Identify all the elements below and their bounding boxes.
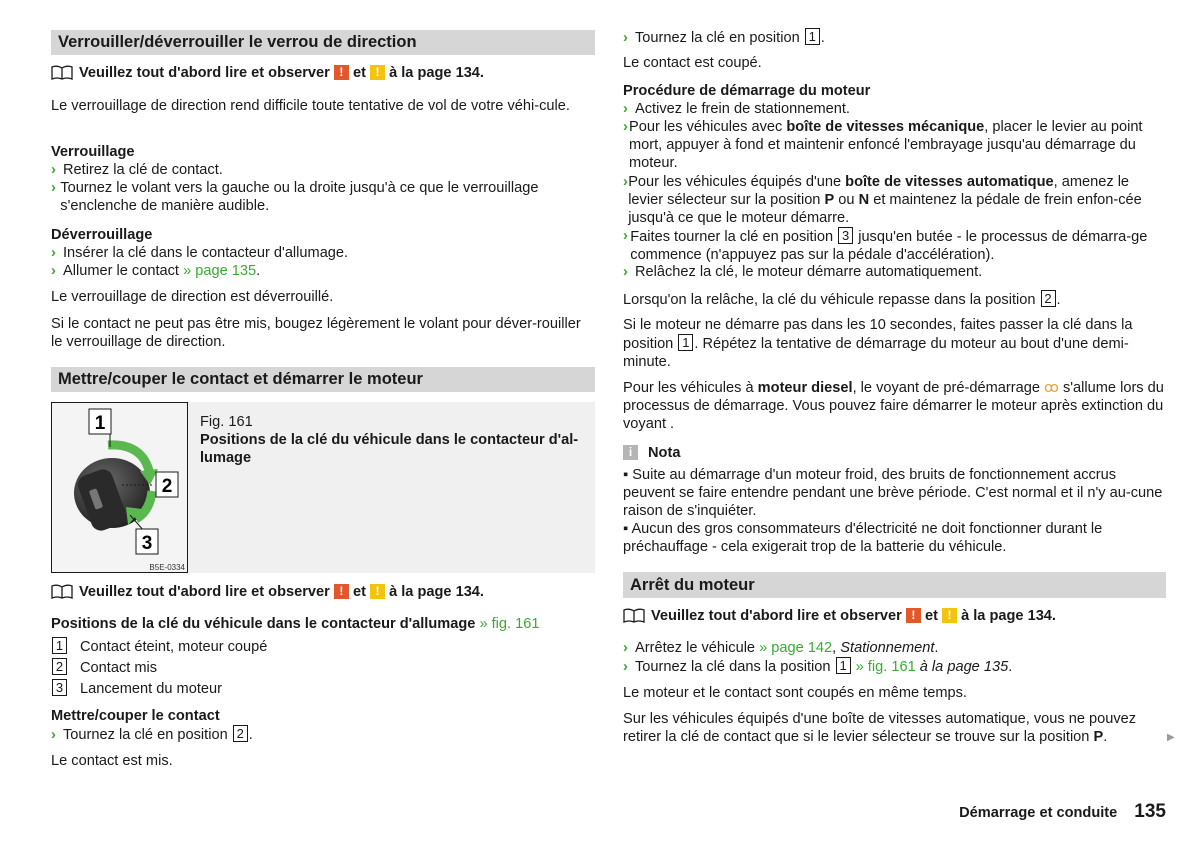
figure-link[interactable]: » fig. 161 — [479, 616, 540, 632]
callout-1: 1 — [94, 413, 106, 434]
key-position-badge: 3 — [838, 227, 853, 244]
intro-paragraph: Le verrouillage de direction rend difficile toute tentative de vol de votre véhi-cule. — [51, 98, 570, 114]
onoff-step: › Tournez la clé en position 2 . — [51, 726, 253, 743]
book-icon — [623, 608, 645, 628]
lock-step: › Retirez la clé de contact. — [51, 162, 223, 178]
key-position-badge: 3 — [52, 679, 67, 696]
key-position-badge: 2 — [1041, 290, 1056, 307]
key-position-badge: 1 — [678, 334, 693, 351]
arrow-icon: › — [623, 264, 628, 280]
arrow-icon: › — [623, 228, 628, 244]
continue-arrow-icon: ▶ — [1167, 732, 1175, 743]
section-title-engine-stop: Arrêt du moteur — [623, 572, 1166, 598]
safety-note: Veuillez tout d'abord lire et observer ! et ! à la page 134. — [623, 607, 1166, 628]
page-number: 135 — [1134, 801, 1166, 822]
position-item: 1 Contact éteint, moteur coupé — [51, 637, 595, 656]
warning-red-icon: ! — [334, 65, 349, 80]
page-link[interactable]: » page 142 — [759, 640, 833, 656]
key-position-badge: 1 — [836, 657, 851, 674]
arrow-icon: › — [623, 101, 628, 117]
warning-yellow-icon: ! — [370, 584, 385, 599]
key-position-badge: 1 — [52, 637, 67, 654]
arrow-icon: › — [623, 640, 628, 656]
arrow-icon: › — [623, 174, 628, 190]
unlock-heading: Déverrouillage — [51, 227, 153, 243]
section-title-ignition: Mettre/couper le contact et démarrer le moteur — [51, 367, 595, 392]
key-position-badge: 1 — [805, 28, 820, 45]
arrow-icon: › — [623, 119, 628, 135]
callout-2: 2 — [161, 476, 173, 497]
page-footer — [959, 803, 1166, 822]
book-icon — [51, 65, 73, 85]
stop-step: › Arrêtez le véhicule » page 142, Stationnement. — [623, 640, 939, 656]
onoff-heading: Mettre/couper le contact — [51, 708, 220, 724]
onoff-result: Le contact est mis. — [51, 753, 173, 769]
nota-item: ▪ Suite au démarrage d'un moteur froid, des bruits de fonctionnement accrus peuvent se faire entendre pendant une brève période. C'est normal et il n'y au-cune raison de s'inquiéter. — [623, 467, 1163, 520]
warning-red-icon: ! — [906, 608, 921, 623]
figure-label: Fig. 161 — [200, 414, 253, 430]
release-paragraph: Lorsqu'on la relâche, la clé du véhicule repasse dans la position 2 . — [623, 291, 1061, 308]
page-link[interactable]: » page 135 — [183, 263, 257, 279]
nota-header: i Nota — [623, 444, 1166, 462]
unlock-step: › Allumer le contact » page 135. — [51, 263, 261, 279]
diesel-paragraph: Pour les véhicules à moteur diesel, le voyant de pré-démarrage ꝏ s'allume lors du processus de démarrage. Vous pouvez faire démarrer le moteur après extinction du voyant . — [623, 380, 1164, 433]
position-item: 3 Lancement du moteur — [51, 679, 595, 698]
turnoff-step: › Tournez la clé en position 1 . — [623, 29, 825, 46]
arrow-icon: › — [51, 180, 56, 196]
unlock-hint: Si le contact ne peut pas être mis, bougez légèrement le volant pour déver-rouiller le verrouillage de direction. — [51, 316, 581, 351]
ignition-key-illustration — [51, 402, 188, 573]
stop-result: Le moteur et le contact sont coupés en même temps. — [623, 685, 967, 701]
start-step: › Activez le frein de stationnement. — [623, 101, 850, 117]
warning-yellow-icon: ! — [370, 65, 385, 80]
figure-link[interactable]: » fig. 161 — [855, 659, 916, 675]
stop-step: › Tournez la clé dans la position 1 » fig. 161 à la page 135. — [623, 658, 1013, 675]
start-step: › Pour les véhicules équipés d'une boîte de vitesses automatique, amenez le levier sélecteur sur la position P ou N et maintenez la pédale de frein enfon-cée jusqu'à ce que le moteur démarre. — [623, 174, 1142, 227]
key-position-badge: 2 — [233, 725, 248, 742]
figure-caption — [200, 413, 588, 468]
arrow-icon: › — [623, 659, 628, 675]
lock-heading: Verrouillage — [51, 144, 135, 160]
safety-note: Veuillez tout d'abord lire et observer ! et ! à la page 134. — [51, 583, 595, 604]
figure-161 — [51, 402, 595, 573]
key-position-badge: 2 — [52, 658, 67, 675]
position-item: 2 Contact mis — [51, 658, 595, 677]
figure-caption-text: Positions de la clé du véhicule dans le contacteur d'al-lumage — [200, 432, 579, 467]
callout-3: 3 — [141, 533, 153, 554]
unlock-result: Le verrouillage de direction est déverrouillé. — [51, 289, 334, 305]
arrow-icon: › — [51, 263, 56, 279]
footer-section-name: Démarrage et conduite — [959, 805, 1118, 821]
start-heading: Procédure de démarrage du moteur — [623, 83, 871, 99]
warning-red-icon: ! — [334, 584, 349, 599]
positions-heading: Positions de la clé du véhicule dans le contacteur d'allumage » fig. 161 — [51, 616, 540, 632]
info-icon: i — [623, 445, 638, 460]
retry-paragraph: Si le moteur ne démarre pas dans les 10 secondes, faites passer la clé dans la position 1 . Répétez la tentative de démarrage du moteur au bout d'une demi-minute. — [623, 317, 1133, 371]
section-title-steering-lock: Verrouiller/déverrouiller le verrou de direction — [51, 30, 595, 55]
warning-yellow-icon: ! — [942, 608, 957, 623]
arrow-icon: › — [51, 727, 56, 743]
nota-item: ▪ Aucun des gros consommateurs d'électricité ne doit fonctionner durant le préchauffage - cela exigerait trop de la batterie du véhicule. — [623, 521, 1103, 556]
lock-step: › Tournez le volant vers la gauche ou la droite jusqu'à ce que le verrouillage s'enclenche de manière audible. — [51, 180, 539, 215]
figure-code: B5E-0334 — [149, 563, 185, 572]
stop-automatic-paragraph: Sur les véhicules équipés d'une boîte de vitesses automatique, vous ne pouvez retirer la clé de contact que si le levier sélecteur se trouve sur la position P. — [623, 711, 1137, 746]
unlock-step: › Insérer la clé dans le contacteur d'allumage. — [51, 245, 349, 261]
start-step: › Faites tourner la clé en position 3 jusqu'en butée - le processus de démarra-ge commence (n'appuyez pas sur la pédale d'accélération). — [623, 228, 1148, 264]
book-icon — [51, 584, 73, 604]
arrow-icon: › — [51, 245, 56, 261]
arrow-icon: › — [623, 30, 628, 46]
safety-note: Veuillez tout d'abord lire et observer ! et ! à la page 134. — [51, 64, 595, 85]
arrow-icon: › — [51, 162, 56, 178]
start-step: › Pour les véhicules avec boîte de vitesses mécanique, placer le levier au point mort, appuyer à fond et maintenir enfoncé l'embrayage jusqu'au démarrage du moteur. — [623, 119, 1143, 172]
glow-plug-icon: ꝏ — [1044, 380, 1059, 396]
turnoff-result: Le contact est coupé. — [623, 55, 762, 71]
start-step: › Relâchez la clé, le moteur démarre automatiquement. — [623, 264, 983, 280]
